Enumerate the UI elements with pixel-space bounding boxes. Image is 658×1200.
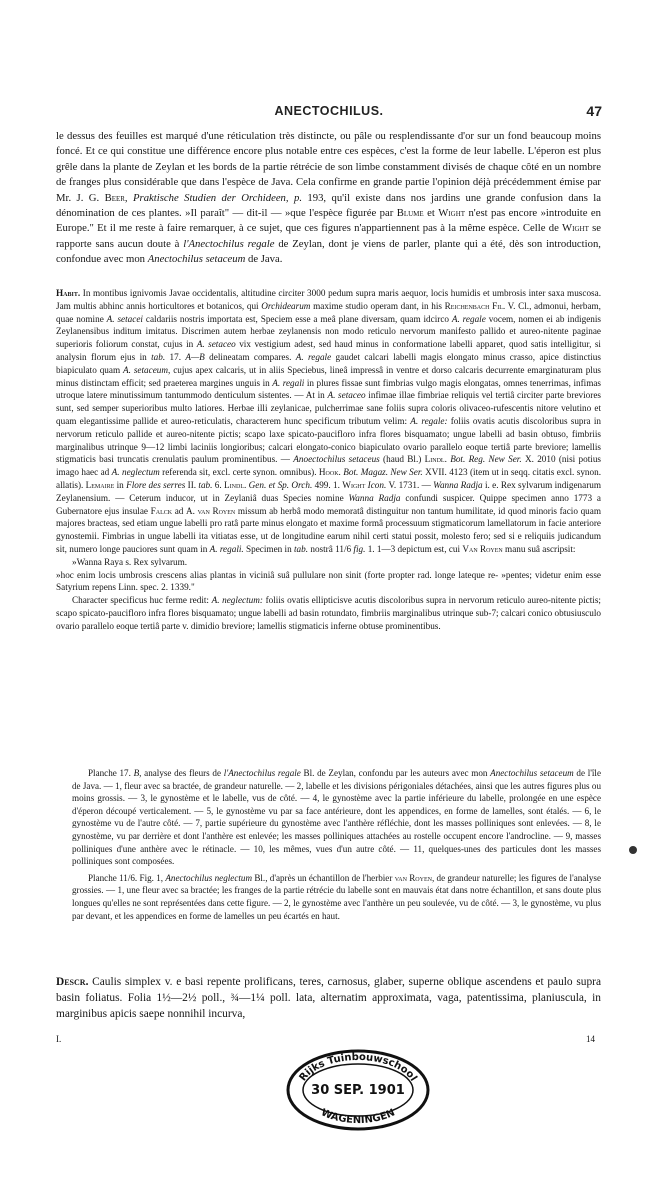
text-run: 1. 1—3 depictum est, cui — [365, 543, 463, 554]
text-run: confundi suspicer. Quippe specimen anno 1773 a Gubernatore ejus insulae — [56, 492, 601, 516]
text-run: manu suâ ascripsit: — [502, 543, 576, 554]
text-run: l'Anectochilus regale — [183, 237, 275, 250]
habitat-latin-paragraph — [56, 287, 601, 633]
text-run: in plures fissae sunt fimbrias vulgo magis elongatas, omnes tenerrimas, infimas utroque latere minutissimum tantummodo denticulum sistentes. — At in — [56, 377, 602, 401]
text-run: Character specificus huc ferme redit: — [72, 595, 212, 606]
text-run: X. 2010 (nisi potius imago haec ad — [56, 454, 601, 478]
text-run: Flore des serres — [126, 479, 186, 490]
intro-paragraph — [56, 129, 601, 268]
text-run: , analyse des fleurs de — [139, 768, 224, 778]
text-run: Descr. — [56, 976, 89, 988]
text-run: A. regali. — [209, 543, 244, 554]
running-title: ANECTOCHILUS. — [274, 104, 384, 118]
text-run: delineatam compares. — [204, 351, 296, 362]
text-run: , de grandeur naturelle; les figures de l'analyse grossies. — 1, une fleur avec sa bractée; les franges de la partie rétrécie du labelle sont en mauvais état dans notre échantillon, et sans doute plus longues qu'elles ne sont représentées dans cette figure. — 2, le gynostème avec l'anthère un peu soulevée, vu de côté. — 3, le gynostème, vu plus par devant, et les appendices en forme de lamelles un peu écartés en haut. — [72, 872, 601, 921]
text-run: Reichenbach Fil. — [444, 300, 506, 311]
text-run: Hook. — [318, 467, 341, 478]
text-run: Anectochilus neglectum — [165, 872, 253, 883]
text-run: i. e. Rex sylvarum indigenarum Zeylanensium. — Ceterum inducor, ut in Zeylaniâ duas Species nomine — [56, 479, 602, 503]
text-run: Wanna Radja — [348, 492, 401, 503]
text-run: Bot. Magaz. New Ser. — [343, 467, 423, 478]
stamp-arc-text: Rijks Tuinbouwschool — [297, 1051, 419, 1084]
text-run: A—B — [185, 351, 205, 362]
page-header — [0, 104, 658, 122]
plate-caption-17 — [72, 767, 601, 868]
text-run: Anoectochilus setaceus — [293, 454, 380, 465]
text-run: Blume — [396, 207, 424, 220]
text-run: Lindl. — [224, 479, 247, 490]
habitat-text — [56, 287, 601, 633]
text-run: 6. — [212, 479, 225, 490]
text-run: gaudet calcari labelli magis elongato minus crasso, apice distinctius biapiculato quam — [56, 351, 601, 375]
text-run: tab. — [294, 543, 309, 554]
text-run: A. setaceo — [327, 390, 366, 401]
text-run: 499. 1. — [312, 479, 343, 490]
text-run: Icon. — [367, 479, 387, 490]
intro-text — [56, 129, 601, 268]
text-run: 17. — [165, 351, 186, 362]
description-text — [56, 974, 601, 1022]
text-run: Habit. — [56, 288, 81, 298]
text-run: de Zeylan, dont je viens de parler, plante qui a été, dès son introduction, confondue avec mon — [56, 237, 601, 266]
text-run: n'est pas encore »introduite en Europe." Et il me reste à faire remarquer, à ce sujet, que ces figures n'appartiennent pas à la même espèce. Celle de — [56, 207, 601, 235]
text-run: foliis ovatis ellipticisve acutis discoloribus supra in nervorum reticulo aureo-nitente pictis; scapo spicato-paucifloro infra flores bisquamato; ungue labelli ad basin rotundato, fimbriis marginalibus utrinque sub-7; calcari conico obtusiusculo ovario parallelo eoque tertiâ parte v. dimidio breviore; lamellis stigmaticis inferne obtuse prominentibus. — [56, 595, 601, 631]
text-run: van Royen — [394, 872, 432, 883]
text-run: Beer — [104, 191, 125, 204]
text-run: caldariis nostris importata est, Speciem esse a meâ plane diversam, quam idcirco — [142, 313, 452, 324]
text-run: Falck — [150, 505, 173, 516]
text-run: ad — [172, 505, 187, 516]
text-run: A. regale — [451, 313, 486, 324]
text-run: »Wanna Raya s. Rex sylvarum. — [72, 556, 188, 567]
text-run: A. setacei — [106, 313, 143, 324]
text-run: Specimen in — [243, 543, 294, 554]
text-run: Bot. Reg. New Ser. — [450, 454, 522, 465]
text-run: se rapporte sans aucun doute à — [56, 222, 601, 250]
stamp-date: 30 SEP. 1901 — [311, 1083, 405, 1098]
text-run: 193, qu'il existe dans nos jardins une grande confusion dans la dénomination de ces plantes. »Il paraît" — dit-il — »que l'espèce figurée par — [56, 191, 602, 220]
text-run: et — [423, 207, 439, 220]
text-run: In montibus ignivomis Javae occidentalis, altitudine circiter 3000 pedum supra maris aequor, locis humidis et umbrosis inter saxa muscosa. Jam multis abhinc annis horticultores et botanicos, qui — [56, 288, 601, 311]
text-run: infimae illae fimbriae reliquis vel tertiâ circiter parte breviores sunt, sed semper superioribus multo latiores. Herbae illi zeylanicae, pulcherrimae sane foliis supra coloris olivaceo-rufescentis nitore velutino et quam elegantissime pallide et aureo-reticulatis, characterem hunc specificum tributum velim: — [56, 390, 601, 426]
text-run: A. setaceum — [123, 364, 169, 375]
text-run: de l'île de Java. — 1, fleur avec sa bractée, de grandeur naturelle. — 2, labelle et les divisions périgoniales détachées, ainsi que les autres figures plus ou moins grossis. — 3, le gynostème et le labelle, vus de côté. — 4, le gynostème avec la partie inférieure du labelle, prolongée en une espèce d'éperon découpé verticalement. — 5, le gynostème vu par sa face antérieure, dont les appendices, en forme de lamelles, sont étalés. — 6, le gynostème vu de l'autre côté. — 7, partie supérieure du gynostème avec l'anthère réfléchie, dont les masses polliniques sont enlevées. — 8, le gynostème, vu par derrière et dont l'anthère est enlevée; les masses polliniques attachées au rostelle occupent encore l'androcline. — 9, masses polliniques d'une anthère avec le rétinacle. — 10, les mêmes, vues d'un autre côté. — 11, quelques-unes des particules dont les masses polliniques sont composées. — [72, 768, 601, 867]
text-run: A. regale: — [410, 415, 448, 426]
text-run: Wanna Radja — [433, 479, 483, 490]
text-run: V. Cl., admonui, herbam, quae nomine — [56, 300, 601, 324]
plate-caption-11-6 — [72, 872, 601, 922]
text-run: missum ab herbâ modo memoratâ distinguitur non tantum humilitate, id quod minoris facio quam majores bracteas, sed etiam ungue labelli pro ratâ parte minus elongato et maxime formâ processuum stigmaticorum lamellatorum in facie anteriore gynostemii. Fimbrias in ungue labelli ita vitiatas esse, ut de longitudine earum nihil certi statui possit, molesto fero; sed si e reliquiis judicandum sit, numero longe pauciores sunt quam in — [56, 505, 602, 554]
text-run: Anectochilus setaceum — [147, 253, 246, 266]
text-run: nostrâ 11/6 — [308, 543, 354, 554]
text-run: vocem, nomen ei ab indigenis Zeylanensibus inditum imitatus. Discrimen autem herbae zeylanensis non modo reticulo nervorum manifesto pallido et aureo-nitente paginae superioris foliorum constat, cujus in — [56, 313, 601, 350]
text-run: Bl. de Zeylan, confondu par les auteurs avec mon — [300, 768, 491, 778]
text-run: vix vestigium adest, sed haud minus in conformatione labelli apparet, quod satis intelligitur, si analysin florum ejus in — [56, 339, 601, 362]
text-run: l'Anectochilus regale — [223, 768, 301, 778]
text-run: Wight — [438, 207, 466, 220]
text-run: fig. — [353, 543, 366, 554]
text-run: tab. — [198, 479, 213, 490]
library-stamp — [284, 1047, 432, 1133]
page-number: 47 — [586, 103, 602, 119]
text-run: Gen. et Sp. Orch. — [248, 479, 313, 490]
text-run: foliis ovatis acutis discoloribus supra in nervorum reticulo pallide et aureo-nitente pictis; scapo laxe spicato-paucifloro infra flores bisquamato; ungue labelli ad basin obtuso, fimbriis marginalibus utrinque 9—12 limbi laciniis longioribus; calcari elongato-conico biapiculato ovario parallelo eoque tertiâ parte breviore; lamellis stigmaticis basi truncatis crenulatis paulum prominentibus. — — [56, 415, 601, 465]
text-run: Caulis simplex v. e basi repente prolificans, teres, carnosus, glaber, superne oblique ascendens et paulo supra basin foliatus. Folia 1½—2½ poll., ¾—1¼ poll. lata, alternatim approximata, vaga, patentissima, planiuscula, in marginibus apicis saepe nonnihil incurva, — [56, 976, 601, 1020]
plate-captions — [56, 767, 601, 926]
description-paragraph — [56, 974, 601, 1022]
text-run: XVII. 4123 (item ut in seqq. citatis excl. synon. allatis). — [56, 467, 601, 490]
text-run: , cujus apex calcaris, ut in aliis Speciebus, lineâ impressâ in ventre et dorso calcaris decurrente emarginaturam plus minus distinctam efficit; sed praeterea margines unguis in — [56, 364, 602, 388]
text-run: , — [124, 191, 133, 204]
text-run: maxime studio operam dant, in his — [310, 300, 445, 311]
text-run: A. setaceo — [196, 339, 236, 350]
text-run: Anectochilus setaceum — [490, 768, 574, 778]
text-run: Planche 17. — [88, 768, 134, 778]
text-run: referenda sit, excl. certe synon. omnibus). — [159, 467, 319, 478]
stamp-place: WAGENINGEN — [319, 1107, 397, 1127]
text-run: le dessus des feuilles est marqué d'une réticulation très distincte, ou pâle ou resplendissante d'or sur un fond beaucoup moins foncé. Et ce qui constitue une différence encore plus notable entre ces espèces, c'est la forme de leur labelle. L'éperon est plus grêle dans la plante de Zeylan et les bords de la partie rétrécie de son limbe constamment divisés de chaque côté en un nombre de franges plus considérable que dans l'espèce de Java. Cela confirme en grande partie l'opinion déjà précédemment émise par Mr. J. G. — [56, 130, 601, 204]
text-run: A. neglectum — [111, 467, 160, 478]
text-run: B — [133, 768, 140, 778]
signature-mark-left: I. — [56, 1034, 62, 1044]
signature-mark-right: 14 — [586, 1034, 595, 1044]
text-run: de Java. — [245, 253, 283, 266]
text-run: A. neglectum: — [211, 595, 263, 606]
text-run: Lindl. — [424, 454, 447, 465]
text-run: A. regale — [295, 351, 332, 362]
text-run: II. — [185, 479, 199, 490]
text-run: Bl., d'après un échantillon de l'herbier — [252, 872, 395, 883]
text-run: Wight — [562, 222, 589, 235]
text-run: Wight — [342, 479, 366, 490]
page-footer — [56, 1034, 601, 1048]
text-run: in — [114, 479, 127, 490]
text-run: A. regali — [272, 377, 305, 388]
text-run: A. van Royen — [186, 505, 236, 516]
page-blemish — [629, 846, 637, 854]
text-run: tab. — [151, 351, 166, 362]
text-run: (haud Bl.) — [379, 454, 425, 465]
text-run: Planche 11/6. Fig. 1, — [88, 872, 166, 883]
text-run: Praktische Studien der Orchideen, p. — [133, 191, 302, 204]
text-run: Van Royen — [462, 543, 503, 554]
text-run: »hoc enim locis umbrosis crescens alias plantas in viciniâ suâ pullulare non sinit (forte propter rad. longe lateque re- »pentes; videtur enim esse Satyrium repens Linn. spec. 2. 1339." — [56, 569, 601, 593]
text-run: Orchidearum — [261, 300, 311, 311]
text-run: Lemaire — [85, 479, 115, 490]
text-run: V. 1731. — — [386, 479, 434, 490]
